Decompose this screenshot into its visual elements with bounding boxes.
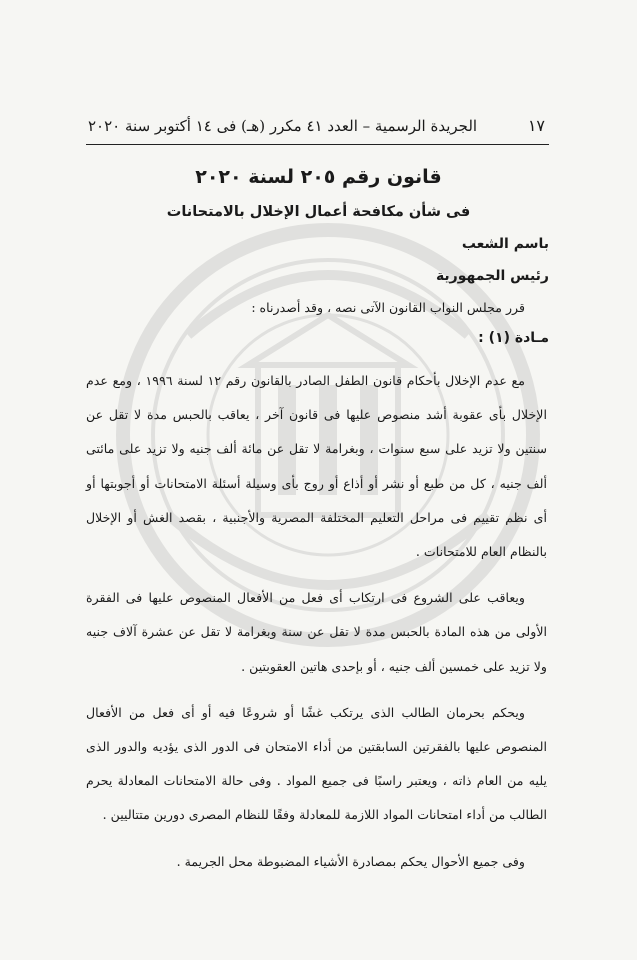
law-title: قانون رقم ٢٠٥ لسنة ٢٠٢٠	[195, 166, 442, 188]
in-name-of-people: باسم الشعب	[461, 236, 549, 252]
publication-line: الجريدة الرسمية – العدد ٤١ مكرر (هـ) فى ١٤ أكتوبر سنة ٢٠٢٠	[88, 117, 478, 135]
article-body	[86, 364, 547, 879]
article-paragraph: مع عدم الإخلال بأحكام قانون الطفل الصادر بالقانون رقم ١٢ لسنة ١٩٩٦ ، ومع عدم الإخلال بأى عقوبة أشد منصوص عليها فى قانون آخر ، يعاقب بالحبس مدة لا تقل عن سنتين ولا تزيد على سبع سنوات ، وبغرامة لا تقل عن مائة ألف جنيه ولا تزيد على مائتى ألف جنيه ، كل من طبع أو نشر أو أذاع أو روج بأى وسيلة أسئلة الامتحانات أو أجوبتها أو أى نظم تقييم فى مراحل التعليم المختلفة المصرية والأجنبية ، بقصد الغش أو الإخلال بالنظام العام للامتحانات .	[86, 373, 547, 560]
president-heading: رئيس الجمهورية	[435, 268, 549, 284]
law-subtitle: فى شأن مكافحة أعمال الإخلال بالامتحانات	[166, 204, 471, 220]
article-paragraph: وفى جميع الأحوال يحكم بمصادرة الأشياء المضبوطة محل الجريمة .	[176, 853, 525, 869]
enactment-statement: قرر مجلس النواب القانون الآتى نصه ، وقد أصدرناه :	[251, 300, 525, 315]
article-heading: مـادة (١) :	[478, 330, 549, 346]
page-header	[88, 116, 545, 135]
page-number: ١٧	[527, 116, 545, 135]
header-divider	[86, 144, 549, 145]
article-paragraph: ويعاقب على الشروع فى ارتكاب أى فعل من الأفعال المنصوص عليها فى الفقرة الأولى من هذه المادة بالحبس مدة لا تقل عن سنة وبغرامة لا تقل عن عشرة آلاف جنيه ولا تزيد على خمسين ألف جنيه ، أو بإحدى هاتين العقوبتين .	[86, 590, 547, 674]
article-paragraph: ويحكم بحرمان الطالب الذى يرتكب غشًا أو شروعًا فيه أو أى فعل من الأفعال المنصوص عليها بالفقرتين السابقتين من أداء الامتحان فى الدور الذى يؤديه والدور الذى يليه من العام ذاته ، ويعتبر راسبًا فى جميع المواد . وفى حالة الامتحانات المعادلة يحرم الطالب من أداء امتحانات المواد اللازمة للمعادلة وفقًا للنظام المصرى دورين متتاليين .	[86, 704, 547, 823]
